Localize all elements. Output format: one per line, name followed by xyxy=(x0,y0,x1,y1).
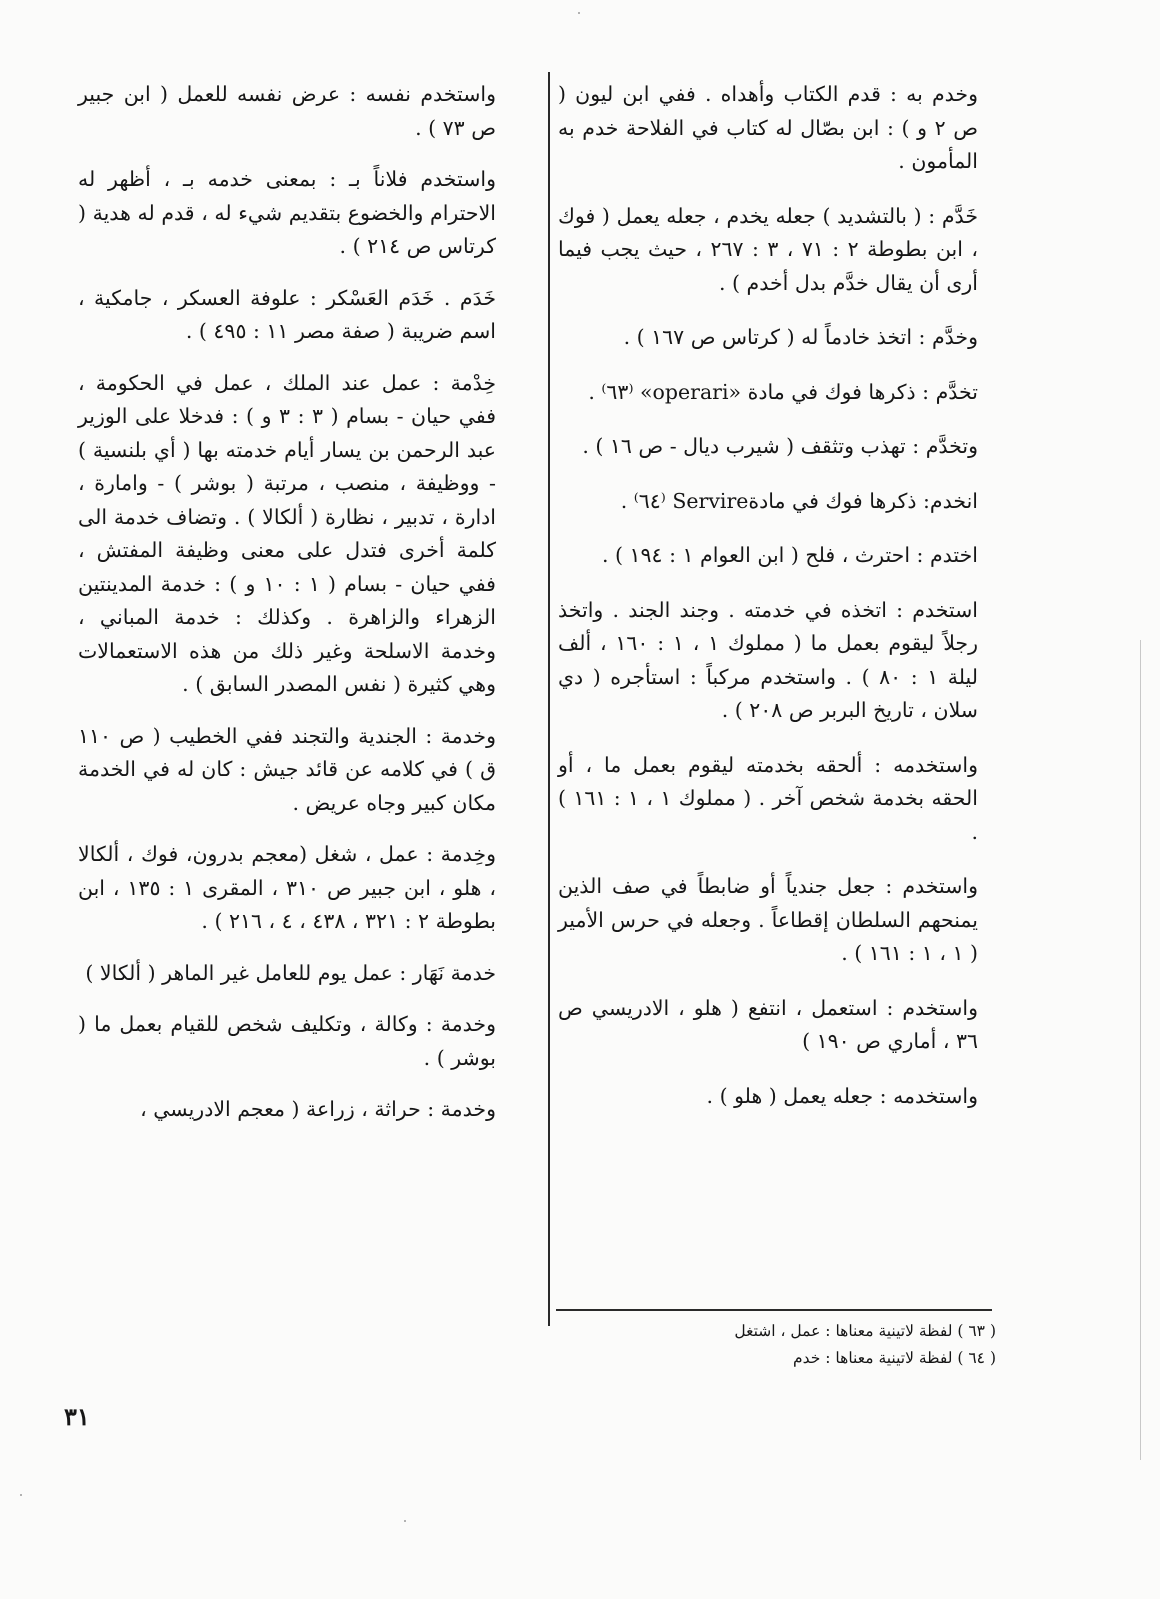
scan-edge-line xyxy=(1140,640,1141,1460)
scan-speck xyxy=(404,1520,406,1522)
entry: وخدمة : الجندية والتجند ففي الخطيب ( ص ١١٠ ق ) في كلامه عن قائد جيش : كان له في الخدمة مكان كبير وجاه عريض . xyxy=(78,723,496,815)
entry: وخدمة : وكالة ، وتكليف شخص للقيام بعمل ما ( بوشر ) . xyxy=(78,1012,496,1070)
entry: اختدم : احترث ، فلح ( ابن العوام ١ : ١٩٤ ) . xyxy=(601,543,978,567)
entry: وخدم به : قدم الكتاب وأهداه . ففي ابن ليون ( ص ٢ و ) : ابن بصّال له كتاب في الفلاحة خدم به المأمون . xyxy=(558,82,978,173)
footnotes xyxy=(600,1318,996,1372)
entry: وخدمة : حراثة ، زراعة ( معجم الادريسي ، xyxy=(140,1097,496,1121)
right-column xyxy=(558,78,978,1134)
entry: انخدم: ذكرها فوك في مادةServire ⁽٦٤⁾ . xyxy=(620,488,978,513)
left-column xyxy=(78,78,496,1145)
page-number: ٣١ xyxy=(64,1402,90,1431)
entry: وخدَّم : اتخذ خادماً له ( كرتاس ص ١٦٧ ) . xyxy=(623,325,978,349)
entry: تخدَّم : ذكرها فوك في مادة «operari» ⁽٦٣⁾ . xyxy=(588,379,978,404)
entry: واستخدم نفسه : عرض نفسه للعمل ( ابن جبير ص ٧٣ ) . xyxy=(78,82,496,140)
scan-speck xyxy=(20,1494,22,1496)
footnote-rule xyxy=(556,1309,992,1311)
footnote: ( ٦٤ ) لفظة لاتينية معناها : خدم xyxy=(793,1349,996,1367)
entry: واستخدمه : ألحقه بخدمته ليقوم بعمل ما ، أو الحقه بخدمة شخص آخر . ( مملوك ١ ، ١ : ١٦١ ) . xyxy=(558,752,978,844)
entry: واستخدمه : جعله يعمل ( هلو ) . xyxy=(706,1083,978,1108)
entry: خَدَّم : ( بالتشديد ) جعله يخدم ، جعله يعمل ( فوك ، ابن بطوطة ٢ : ٧١ ، ٣ : ٢٦٧ ، حيث يجب فيما أرى أن يقال خدَّم بدل أخدم ) . xyxy=(558,203,978,295)
scan-speck xyxy=(578,12,580,14)
entry: واستخدم : جعل جندياً أو ضابطاً في صف الذين يمنحهم السلطان إقطاعاً . وجعله في حرس الأمير ( ١ ، ١ : ١٦١ ) . xyxy=(558,874,978,965)
entry: وتخدَّم : تهذب وتثقف ( شيرب ديال - ص ١٦ ) . xyxy=(582,434,978,458)
entry: خِدْمة : عمل عند الملك ، عمل في الحكومة ، ففي حيان - بسام ( ٣ : ٣ و ) : فدخلا على الوزير عبد الرحمن بن يسار أيام خدمته بها ( أي بلنسية ) - ووظيفة ، منصب ، مرتبة ( بوشر ) - وامارة ، ادارة ، تدبير ، نظارة ( ألكالا ) . وتضاف خدمة الى كلمة أخرى فتدل على معنى وظيفة المفتش ، ففي حيان - بسام ( ١ : ١٠ و ) : خدمة المدينتين الزهراء والزاهرة . وكذلك : خدمة المباني ، وخدمة الاسلحة وغير ذلك من هذه الاستعمالات وهي كثيرة ( نفس المصدر السابق ) . xyxy=(78,370,496,696)
entry: استخدم : اتخذه في خدمته . وجند الجند . واتخذ رجلاً ليقوم بعمل ما ( مملوك ١ ، ١ : ١٦٠ ، ألف ليلة ١ : ٨٠ ) . واستخدم مركباً : استأجره ( دي سلان ، تاريخ البربر ص ٢٠٨ ) . xyxy=(558,597,979,722)
column-divider xyxy=(548,72,550,1326)
entry: واستخدم : استعمل ، انتفع ( هلو ، الادريسي ص ٣٦ ، أماري ص ١٩٠ ) xyxy=(558,995,978,1053)
entry: خدمة نَهَار : عمل يوم للعامل غير الماهر ( ألكالا ) xyxy=(85,960,496,985)
entry: خَدَم . خَدَم العَسْكر : علوفة العسكر ، جامكية ، اسم ضريبة ( صفة مصر ١١ : ٤٩٥ ) . xyxy=(78,285,496,343)
footnote: ( ٦٣ ) لفظة لاتينية معناها : عمل ، اشتغل xyxy=(734,1322,996,1340)
entry: وخِدمة : عمل ، شغل (معجم بدرون، فوك ، ألكالا ، هلو ، ابن جبير ص ٣١٠ ، المقرى ١ : ١٣٥ ، ابن بطوطة ٢ : ٣٢١ ، ٤٣٨ ، ٤ ، ٢١٦ ) . xyxy=(78,842,496,933)
entry: واستخدم فلاناً بـ : بمعنى خدمه بـ ، أظهر له الاحترام والخضوع بتقديم شيء له ، قدم له هدية ( كرتاس ص ٢١٤ ) . xyxy=(78,167,496,258)
